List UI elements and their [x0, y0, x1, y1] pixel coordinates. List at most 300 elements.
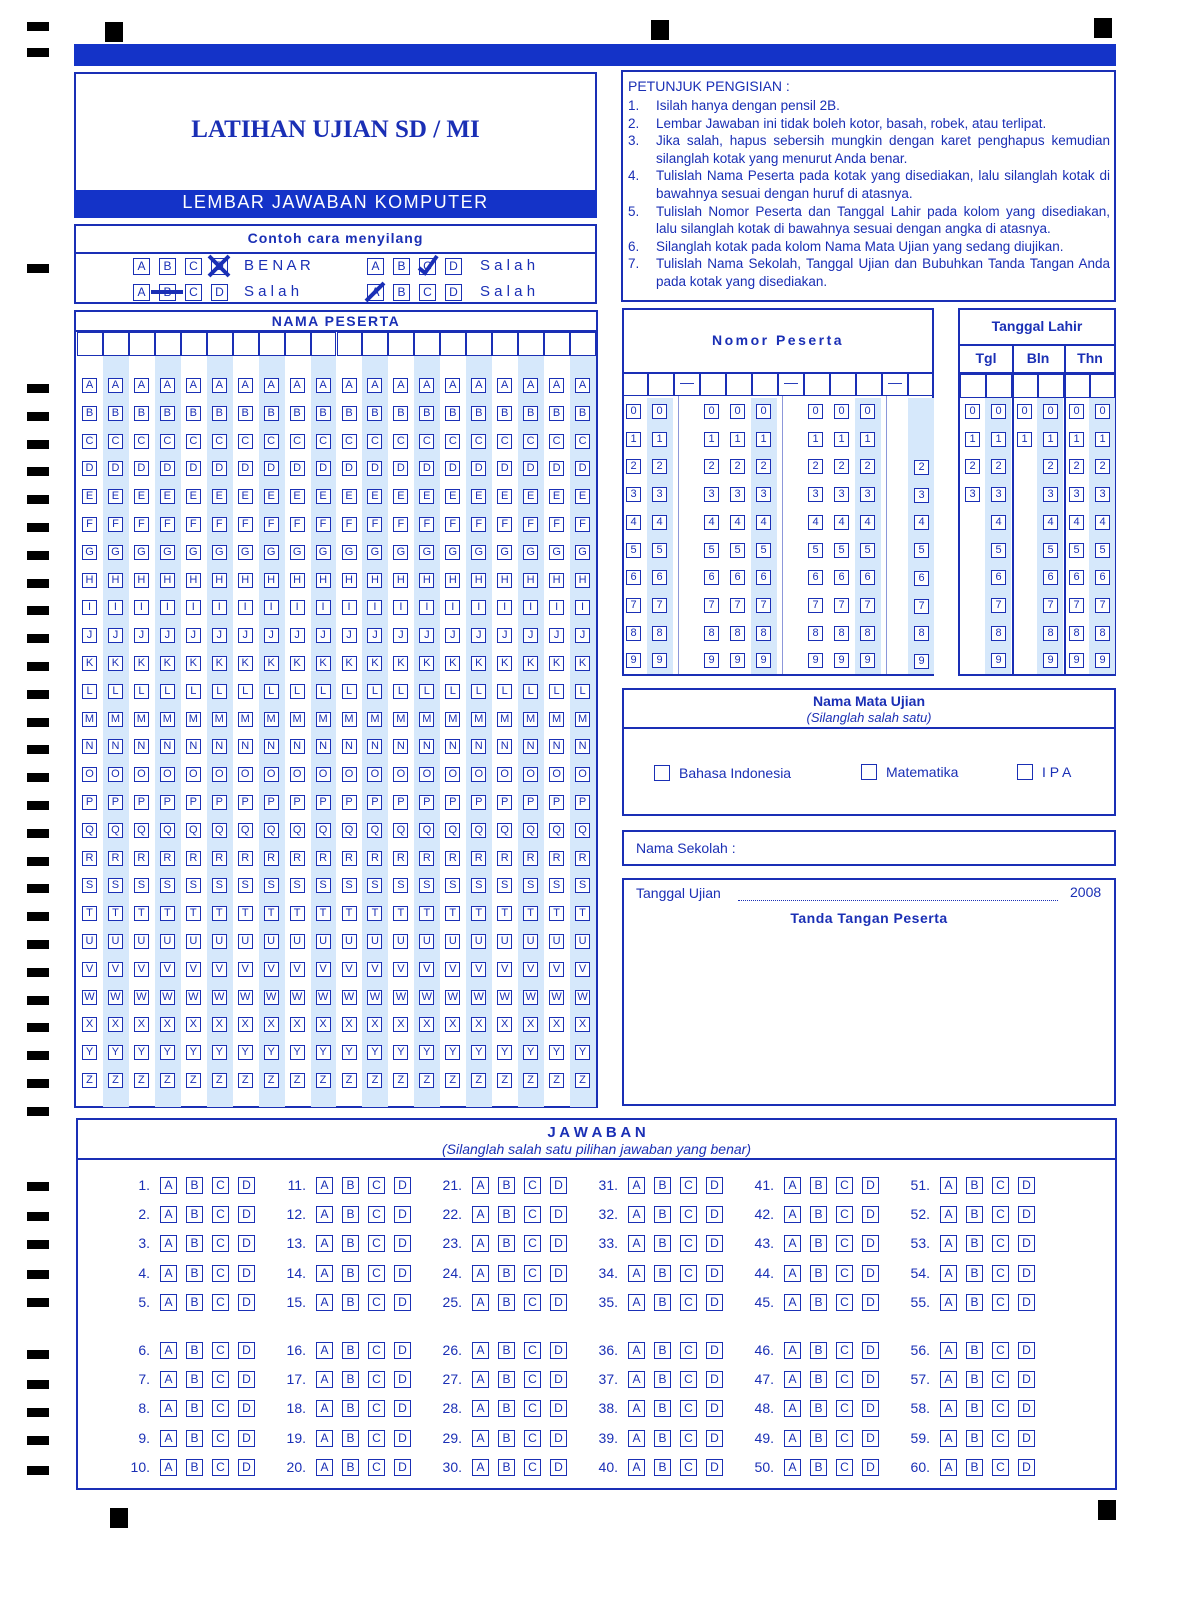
example-bubble[interactable]: A: [367, 258, 384, 275]
answer-bubble[interactable]: B: [654, 1400, 671, 1417]
answer-bubble[interactable]: B: [498, 1430, 515, 1447]
name-letter-bubble[interactable]: E: [342, 489, 357, 504]
name-letter-bubble[interactable]: M: [419, 712, 434, 727]
name-letter-bubble[interactable]: A: [186, 378, 201, 393]
nomor-digit-bubble[interactable]: 0: [834, 404, 849, 419]
name-letter-bubble[interactable]: N: [316, 739, 331, 754]
name-letter-bubble[interactable]: K: [186, 656, 201, 671]
nomor-digit-bubble[interactable]: 5: [756, 543, 771, 558]
answer-bubble[interactable]: A: [784, 1206, 801, 1223]
name-letter-bubble[interactable]: R: [134, 851, 149, 866]
example-bubble[interactable]: A: [367, 284, 384, 301]
name-letter-bubble[interactable]: Q: [549, 823, 564, 838]
name-letter-bubble[interactable]: C: [393, 434, 408, 449]
example-bubble[interactable]: C: [185, 284, 202, 301]
name-letter-bubble[interactable]: T: [212, 906, 227, 921]
name-letter-bubble[interactable]: I: [212, 600, 227, 615]
name-letter-bubble[interactable]: A: [419, 378, 434, 393]
name-letter-bubble[interactable]: E: [212, 489, 227, 504]
name-letter-bubble[interactable]: V: [238, 962, 253, 977]
name-letter-bubble[interactable]: G: [393, 545, 408, 560]
name-letter-bubble[interactable]: Z: [393, 1073, 408, 1088]
name-letter-bubble[interactable]: Y: [212, 1045, 227, 1060]
answer-bubble[interactable]: A: [940, 1400, 957, 1417]
answer-bubble[interactable]: B: [498, 1265, 515, 1282]
nomor-digit-bubble[interactable]: 4: [914, 515, 929, 530]
name-letter-bubble[interactable]: R: [445, 851, 460, 866]
name-letter-bubble[interactable]: J: [290, 628, 305, 643]
nomor-digit-bubble[interactable]: 4: [626, 515, 641, 530]
name-letter-bubble[interactable]: M: [212, 712, 227, 727]
name-letter-bubble[interactable]: U: [549, 934, 564, 949]
name-letter-bubble[interactable]: C: [471, 434, 486, 449]
name-letter-bubble[interactable]: B: [134, 406, 149, 421]
name-letter-bubble[interactable]: Z: [549, 1073, 564, 1088]
answer-bubble[interactable]: D: [550, 1342, 567, 1359]
name-letter-bubble[interactable]: U: [575, 934, 590, 949]
name-letter-bubble[interactable]: U: [160, 934, 175, 949]
name-letter-bubble[interactable]: X: [367, 1017, 382, 1032]
answer-bubble[interactable]: B: [186, 1265, 203, 1282]
name-letter-bubble[interactable]: F: [212, 517, 227, 532]
name-letter-bubble[interactable]: X: [160, 1017, 175, 1032]
name-letter-bubble[interactable]: W: [82, 990, 97, 1005]
name-letter-bubble[interactable]: V: [497, 962, 512, 977]
nomor-digit-bubble[interactable]: 0: [626, 404, 641, 419]
answer-bubble[interactable]: D: [550, 1430, 567, 1447]
name-letter-bubble[interactable]: I: [160, 600, 175, 615]
name-letter-bubble[interactable]: T: [575, 906, 590, 921]
name-letter-bubble[interactable]: Q: [186, 823, 201, 838]
name-letter-box[interactable]: [440, 332, 466, 356]
name-letter-bubble[interactable]: H: [419, 573, 434, 588]
name-letter-bubble[interactable]: I: [419, 600, 434, 615]
name-letter-bubble[interactable]: K: [445, 656, 460, 671]
name-letter-bubble[interactable]: K: [134, 656, 149, 671]
name-letter-bubble[interactable]: Q: [134, 823, 149, 838]
answer-bubble[interactable]: B: [966, 1177, 983, 1194]
nomor-digit-bubble[interactable]: 1: [626, 432, 641, 447]
name-letter-bubble[interactable]: V: [445, 962, 460, 977]
answer-bubble[interactable]: B: [810, 1430, 827, 1447]
answer-bubble[interactable]: B: [498, 1206, 515, 1223]
answer-bubble[interactable]: D: [862, 1371, 879, 1388]
name-letter-bubble[interactable]: J: [238, 628, 253, 643]
name-letter-bubble[interactable]: S: [82, 878, 97, 893]
answer-bubble[interactable]: D: [1018, 1371, 1035, 1388]
answer-bubble[interactable]: C: [836, 1265, 853, 1282]
name-letter-bubble[interactable]: K: [238, 656, 253, 671]
answer-bubble[interactable]: A: [940, 1177, 957, 1194]
name-letter-bubble[interactable]: M: [134, 712, 149, 727]
name-letter-bubble[interactable]: B: [497, 406, 512, 421]
name-letter-bubble[interactable]: R: [108, 851, 123, 866]
answer-bubble[interactable]: C: [368, 1459, 385, 1476]
tanggal-digit-box[interactable]: [1064, 374, 1090, 398]
name-letter-bubble[interactable]: Y: [367, 1045, 382, 1060]
name-letter-bubble[interactable]: S: [342, 878, 357, 893]
tanggal-digit-bubble[interactable]: 5: [991, 543, 1006, 558]
name-letter-bubble[interactable]: D: [134, 461, 149, 476]
nomor-digit-bubble[interactable]: 3: [756, 487, 771, 502]
name-letter-bubble[interactable]: K: [264, 656, 279, 671]
name-letter-bubble[interactable]: Q: [393, 823, 408, 838]
name-letter-bubble[interactable]: J: [160, 628, 175, 643]
answer-bubble[interactable]: B: [342, 1265, 359, 1282]
name-letter-bubble[interactable]: D: [393, 461, 408, 476]
answer-bubble[interactable]: A: [628, 1400, 645, 1417]
name-letter-bubble[interactable]: I: [575, 600, 590, 615]
name-letter-box[interactable]: [414, 332, 440, 356]
name-letter-bubble[interactable]: T: [316, 906, 331, 921]
tanggal-digit-bubble[interactable]: 2: [991, 459, 1006, 474]
nomor-digit-bubble[interactable]: 6: [756, 570, 771, 585]
name-letter-bubble[interactable]: P: [82, 795, 97, 810]
name-letter-bubble[interactable]: D: [290, 461, 305, 476]
name-letter-bubble[interactable]: P: [419, 795, 434, 810]
name-letter-bubble[interactable]: H: [160, 573, 175, 588]
answer-bubble[interactable]: C: [836, 1371, 853, 1388]
name-letter-bubble[interactable]: W: [108, 990, 123, 1005]
tanggal-digit-bubble[interactable]: 6: [1043, 570, 1058, 585]
name-letter-bubble[interactable]: U: [238, 934, 253, 949]
name-letter-bubble[interactable]: C: [290, 434, 305, 449]
name-letter-bubble[interactable]: I: [238, 600, 253, 615]
answer-bubble[interactable]: C: [524, 1177, 541, 1194]
name-letter-bubble[interactable]: X: [238, 1017, 253, 1032]
answer-bubble[interactable]: D: [238, 1371, 255, 1388]
example-bubble[interactable]: D: [211, 284, 228, 301]
name-letter-bubble[interactable]: R: [82, 851, 97, 866]
name-letter-bubble[interactable]: U: [342, 934, 357, 949]
name-letter-bubble[interactable]: X: [419, 1017, 434, 1032]
answer-bubble[interactable]: D: [1018, 1430, 1035, 1447]
answer-bubble[interactable]: A: [472, 1294, 489, 1311]
name-letter-bubble[interactable]: E: [575, 489, 590, 504]
answer-bubble[interactable]: C: [680, 1459, 697, 1476]
name-letter-bubble[interactable]: Q: [497, 823, 512, 838]
name-letter-bubble[interactable]: S: [316, 878, 331, 893]
name-letter-bubble[interactable]: W: [186, 990, 201, 1005]
answer-bubble[interactable]: C: [992, 1177, 1009, 1194]
nomor-digit-bubble[interactable]: 2: [652, 459, 667, 474]
name-letter-bubble[interactable]: J: [186, 628, 201, 643]
name-letter-bubble[interactable]: M: [316, 712, 331, 727]
name-letter-bubble[interactable]: H: [82, 573, 97, 588]
tanggal-digit-bubble[interactable]: 9: [1095, 653, 1110, 668]
name-letter-bubble[interactable]: O: [186, 767, 201, 782]
name-letter-bubble[interactable]: S: [108, 878, 123, 893]
name-letter-bubble[interactable]: I: [316, 600, 331, 615]
answer-bubble[interactable]: A: [316, 1235, 333, 1252]
answer-bubble[interactable]: A: [472, 1430, 489, 1447]
name-letter-bubble[interactable]: N: [393, 739, 408, 754]
name-letter-bubble[interactable]: C: [264, 434, 279, 449]
answer-bubble[interactable]: D: [862, 1235, 879, 1252]
name-letter-bubble[interactable]: H: [108, 573, 123, 588]
name-letter-bubble[interactable]: Z: [575, 1073, 590, 1088]
answer-bubble[interactable]: C: [524, 1400, 541, 1417]
name-letter-bubble[interactable]: S: [212, 878, 227, 893]
name-letter-bubble[interactable]: D: [419, 461, 434, 476]
name-letter-bubble[interactable]: V: [471, 962, 486, 977]
name-letter-bubble[interactable]: B: [264, 406, 279, 421]
name-letter-bubble[interactable]: V: [82, 962, 97, 977]
name-letter-bubble[interactable]: Q: [238, 823, 253, 838]
nomor-digit-bubble[interactable]: 5: [834, 543, 849, 558]
name-letter-bubble[interactable]: V: [523, 962, 538, 977]
answer-bubble[interactable]: A: [784, 1459, 801, 1476]
name-letter-bubble[interactable]: A: [290, 378, 305, 393]
name-letter-bubble[interactable]: H: [497, 573, 512, 588]
name-letter-bubble[interactable]: N: [82, 739, 97, 754]
name-letter-bubble[interactable]: D: [549, 461, 564, 476]
name-letter-bubble[interactable]: F: [575, 517, 590, 532]
tanggal-digit-box[interactable]: [1012, 374, 1038, 398]
name-letter-bubble[interactable]: N: [549, 739, 564, 754]
answer-bubble[interactable]: A: [940, 1294, 957, 1311]
nomor-digit-bubble[interactable]: 3: [860, 487, 875, 502]
answer-bubble[interactable]: A: [472, 1342, 489, 1359]
name-letter-bubble[interactable]: I: [290, 600, 305, 615]
answer-bubble[interactable]: D: [1018, 1342, 1035, 1359]
name-letter-bubble[interactable]: N: [367, 739, 382, 754]
answer-bubble[interactable]: A: [784, 1371, 801, 1388]
name-letter-bubble[interactable]: T: [342, 906, 357, 921]
name-letter-bubble[interactable]: U: [471, 934, 486, 949]
answer-bubble[interactable]: D: [550, 1265, 567, 1282]
name-letter-bubble[interactable]: E: [264, 489, 279, 504]
tanggal-digit-bubble[interactable]: 8: [1069, 626, 1084, 641]
name-letter-bubble[interactable]: P: [549, 795, 564, 810]
name-letter-bubble[interactable]: E: [108, 489, 123, 504]
nomor-digit-bubble[interactable]: 5: [652, 543, 667, 558]
nomor-digit-bubble[interactable]: 9: [704, 653, 719, 668]
name-letter-box[interactable]: [77, 332, 103, 356]
name-letter-bubble[interactable]: O: [367, 767, 382, 782]
name-letter-bubble[interactable]: Y: [393, 1045, 408, 1060]
name-letter-box[interactable]: [466, 332, 492, 356]
nomor-digit-bubble[interactable]: 8: [834, 626, 849, 641]
answer-bubble[interactable]: C: [992, 1235, 1009, 1252]
name-letter-bubble[interactable]: Q: [290, 823, 305, 838]
nomor-digit-bubble[interactable]: 8: [756, 626, 771, 641]
name-letter-bubble[interactable]: I: [367, 600, 382, 615]
answer-bubble[interactable]: A: [472, 1265, 489, 1282]
name-letter-bubble[interactable]: J: [471, 628, 486, 643]
name-letter-bubble[interactable]: Q: [523, 823, 538, 838]
answer-bubble[interactable]: D: [394, 1400, 411, 1417]
name-letter-bubble[interactable]: G: [497, 545, 512, 560]
nomor-digit-bubble[interactable]: 4: [860, 515, 875, 530]
name-letter-bubble[interactable]: X: [212, 1017, 227, 1032]
answer-bubble[interactable]: D: [238, 1400, 255, 1417]
name-letter-bubble[interactable]: W: [160, 990, 175, 1005]
answer-bubble[interactable]: A: [628, 1265, 645, 1282]
tanggal-digit-bubble[interactable]: 3: [1095, 487, 1110, 502]
answer-bubble[interactable]: B: [342, 1294, 359, 1311]
name-letter-bubble[interactable]: K: [419, 656, 434, 671]
name-letter-bubble[interactable]: O: [342, 767, 357, 782]
nomor-digit-bubble[interactable]: 3: [914, 488, 929, 503]
name-letter-bubble[interactable]: Y: [523, 1045, 538, 1060]
nomor-digit-bubble[interactable]: 0: [860, 404, 875, 419]
answer-bubble[interactable]: C: [368, 1294, 385, 1311]
name-letter-bubble[interactable]: D: [316, 461, 331, 476]
name-letter-bubble[interactable]: V: [393, 962, 408, 977]
answer-bubble[interactable]: D: [862, 1459, 879, 1476]
answer-bubble[interactable]: D: [706, 1177, 723, 1194]
answer-bubble[interactable]: B: [498, 1177, 515, 1194]
name-letter-bubble[interactable]: F: [82, 517, 97, 532]
name-letter-bubble[interactable]: D: [497, 461, 512, 476]
tanggal-digit-bubble[interactable]: 2: [1095, 459, 1110, 474]
name-letter-bubble[interactable]: C: [160, 434, 175, 449]
name-letter-bubble[interactable]: M: [393, 712, 408, 727]
answer-bubble[interactable]: C: [680, 1342, 697, 1359]
answer-bubble[interactable]: A: [160, 1235, 177, 1252]
name-letter-bubble[interactable]: L: [419, 684, 434, 699]
name-letter-bubble[interactable]: Y: [238, 1045, 253, 1060]
answer-bubble[interactable]: A: [160, 1342, 177, 1359]
answer-bubble[interactable]: C: [212, 1265, 229, 1282]
name-letter-bubble[interactable]: U: [497, 934, 512, 949]
name-letter-bubble[interactable]: T: [393, 906, 408, 921]
tanggal-digit-bubble[interactable]: 6: [991, 570, 1006, 585]
name-letter-bubble[interactable]: S: [471, 878, 486, 893]
tanggal-digit-bubble[interactable]: 7: [1095, 598, 1110, 613]
answer-bubble[interactable]: A: [628, 1294, 645, 1311]
name-letter-bubble[interactable]: I: [186, 600, 201, 615]
name-letter-bubble[interactable]: M: [523, 712, 538, 727]
name-letter-bubble[interactable]: E: [497, 489, 512, 504]
answer-bubble[interactable]: C: [524, 1206, 541, 1223]
answer-bubble[interactable]: D: [550, 1235, 567, 1252]
tanggal-digit-bubble[interactable]: 0: [965, 404, 980, 419]
name-letter-bubble[interactable]: L: [264, 684, 279, 699]
name-letter-bubble[interactable]: B: [82, 406, 97, 421]
name-letter-box[interactable]: [233, 332, 259, 356]
name-letter-bubble[interactable]: E: [290, 489, 305, 504]
name-letter-bubble[interactable]: I: [82, 600, 97, 615]
example-bubble[interactable]: C: [419, 258, 436, 275]
matematika-checkbox[interactable]: [861, 764, 877, 780]
name-letter-bubble[interactable]: B: [419, 406, 434, 421]
answer-bubble[interactable]: D: [1018, 1294, 1035, 1311]
nomor-digit-bubble[interactable]: 6: [834, 570, 849, 585]
answer-bubble[interactable]: C: [836, 1400, 853, 1417]
nomor-digit-bubble[interactable]: 5: [626, 543, 641, 558]
answer-bubble[interactable]: C: [992, 1294, 1009, 1311]
name-letter-bubble[interactable]: I: [393, 600, 408, 615]
answer-bubble[interactable]: C: [212, 1342, 229, 1359]
name-letter-bubble[interactable]: Z: [471, 1073, 486, 1088]
nomor-digit-bubble[interactable]: 6: [808, 570, 823, 585]
name-letter-bubble[interactable]: G: [82, 545, 97, 560]
name-letter-bubble[interactable]: B: [238, 406, 253, 421]
answer-bubble[interactable]: C: [212, 1400, 229, 1417]
name-letter-bubble[interactable]: L: [290, 684, 305, 699]
name-letter-bubble[interactable]: L: [549, 684, 564, 699]
name-letter-bubble[interactable]: J: [264, 628, 279, 643]
name-letter-bubble[interactable]: L: [471, 684, 486, 699]
name-letter-bubble[interactable]: H: [290, 573, 305, 588]
answer-bubble[interactable]: B: [654, 1342, 671, 1359]
name-letter-bubble[interactable]: Y: [290, 1045, 305, 1060]
name-letter-bubble[interactable]: O: [549, 767, 564, 782]
answer-bubble[interactable]: C: [992, 1459, 1009, 1476]
answer-bubble[interactable]: D: [550, 1177, 567, 1194]
tanggal-digit-bubble[interactable]: 1: [1069, 432, 1084, 447]
answer-bubble[interactable]: C: [212, 1294, 229, 1311]
name-letter-bubble[interactable]: O: [160, 767, 175, 782]
answer-bubble[interactable]: A: [628, 1430, 645, 1447]
answer-bubble[interactable]: C: [680, 1206, 697, 1223]
name-letter-bubble[interactable]: S: [134, 878, 149, 893]
answer-bubble[interactable]: A: [160, 1265, 177, 1282]
answer-bubble[interactable]: A: [628, 1206, 645, 1223]
name-letter-bubble[interactable]: W: [264, 990, 279, 1005]
nomor-digit-box[interactable]: [648, 372, 674, 396]
nomor-digit-bubble[interactable]: 4: [808, 515, 823, 530]
name-letter-bubble[interactable]: W: [445, 990, 460, 1005]
example-bubble[interactable]: B: [393, 284, 410, 301]
name-letter-box[interactable]: [362, 332, 388, 356]
name-letter-bubble[interactable]: U: [264, 934, 279, 949]
name-letter-box[interactable]: [337, 332, 363, 356]
nomor-digit-bubble[interactable]: 0: [808, 404, 823, 419]
name-letter-bubble[interactable]: V: [186, 962, 201, 977]
name-letter-bubble[interactable]: U: [445, 934, 460, 949]
nomor-digit-bubble[interactable]: 6: [914, 571, 929, 586]
name-letter-bubble[interactable]: E: [316, 489, 331, 504]
name-letter-bubble[interactable]: Y: [134, 1045, 149, 1060]
answer-bubble[interactable]: D: [394, 1342, 411, 1359]
name-letter-bubble[interactable]: G: [212, 545, 227, 560]
name-letter-bubble[interactable]: O: [134, 767, 149, 782]
name-letter-bubble[interactable]: H: [264, 573, 279, 588]
name-letter-bubble[interactable]: Y: [316, 1045, 331, 1060]
name-letter-bubble[interactable]: X: [186, 1017, 201, 1032]
name-letter-bubble[interactable]: B: [367, 406, 382, 421]
answer-bubble[interactable]: D: [1018, 1459, 1035, 1476]
tanggal-digit-bubble[interactable]: 3: [991, 487, 1006, 502]
answer-bubble[interactable]: D: [1018, 1235, 1035, 1252]
name-letter-bubble[interactable]: Y: [108, 1045, 123, 1060]
answer-bubble[interactable]: A: [472, 1206, 489, 1223]
name-letter-bubble[interactable]: R: [575, 851, 590, 866]
nomor-digit-bubble[interactable]: 7: [834, 598, 849, 613]
name-letter-bubble[interactable]: L: [160, 684, 175, 699]
example-bubble[interactable]: C: [185, 258, 202, 275]
tanggal-digit-box[interactable]: [1090, 374, 1116, 398]
name-letter-bubble[interactable]: K: [497, 656, 512, 671]
answer-bubble[interactable]: A: [316, 1459, 333, 1476]
name-letter-bubble[interactable]: D: [342, 461, 357, 476]
name-letter-bubble[interactable]: S: [238, 878, 253, 893]
name-letter-bubble[interactable]: T: [160, 906, 175, 921]
name-letter-bubble[interactable]: L: [316, 684, 331, 699]
name-letter-bubble[interactable]: Y: [471, 1045, 486, 1060]
name-letter-bubble[interactable]: U: [134, 934, 149, 949]
name-letter-bubble[interactable]: M: [264, 712, 279, 727]
answer-bubble[interactable]: B: [966, 1342, 983, 1359]
answer-bubble[interactable]: A: [784, 1342, 801, 1359]
nomor-digit-bubble[interactable]: 8: [652, 626, 667, 641]
answer-bubble[interactable]: C: [368, 1342, 385, 1359]
answer-bubble[interactable]: B: [342, 1400, 359, 1417]
nomor-digit-box[interactable]: [804, 372, 830, 396]
